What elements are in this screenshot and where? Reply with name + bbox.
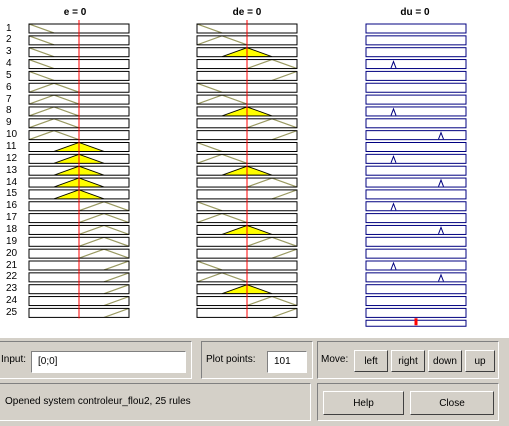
- de-mf-line: [247, 237, 297, 246]
- move-left-button[interactable]: left: [354, 350, 388, 372]
- du-rule-box: [366, 119, 466, 128]
- de-mf-line: [197, 36, 247, 45]
- du-rule-box: [366, 83, 466, 92]
- rule-number: 4: [6, 58, 12, 70]
- du-rule-box: [366, 261, 466, 270]
- du-rule-box: [366, 237, 466, 246]
- control-panel: [0, 338, 509, 426]
- input-field[interactable]: [0;0]: [31, 351, 186, 373]
- rule-number: 8: [6, 105, 12, 117]
- du-output-spike: [391, 109, 396, 116]
- rule-number: 16: [6, 200, 18, 212]
- du-rule-box: [366, 48, 466, 57]
- move-group: [317, 341, 499, 379]
- plot-points-label: Plot points:: [206, 354, 256, 365]
- du-output-spike: [391, 156, 396, 163]
- plot-points-field[interactable]: 101: [267, 351, 307, 373]
- rule-number: 17: [6, 212, 18, 224]
- rule-number: 13: [6, 164, 18, 176]
- rule-number: 14: [6, 176, 18, 188]
- plot-points-group: [201, 341, 313, 379]
- e-mf-line: [29, 95, 79, 104]
- du-rule-box: [366, 225, 466, 234]
- du-rule-box: [366, 154, 466, 163]
- du-output-spike: [439, 180, 444, 187]
- rule-number: 3: [6, 46, 12, 58]
- e-mf-line: [29, 83, 79, 92]
- du-output-spike: [439, 275, 444, 282]
- de-mf-line: [197, 214, 247, 223]
- du-rule-box: [366, 107, 466, 116]
- rule-number: 18: [6, 223, 18, 235]
- rule-number: 7: [6, 93, 12, 105]
- rule-number: 22: [6, 271, 18, 283]
- e-mf-line: [29, 119, 79, 128]
- de-mf-line: [247, 60, 297, 69]
- move-label: Move:: [321, 354, 349, 365]
- e-mf-line: [29, 107, 79, 116]
- move-down-button[interactable]: down: [428, 350, 462, 372]
- rule-number: 6: [6, 81, 12, 93]
- du-output-spike: [439, 227, 444, 234]
- status-group: [0, 383, 311, 421]
- input-group: [0, 341, 192, 379]
- de-mf-line: [247, 297, 297, 306]
- de-mf-line: [197, 95, 247, 104]
- input-label: Input:: [1, 354, 27, 365]
- rule-number: 9: [6, 117, 12, 129]
- du-output-spike: [391, 204, 396, 211]
- du-rule-box: [366, 95, 466, 104]
- rule-number: 5: [6, 69, 12, 81]
- de-mf-line: [197, 154, 247, 163]
- rule-number: 24: [6, 295, 18, 307]
- de-mf-line: [197, 273, 247, 282]
- e-mf-line: [29, 131, 79, 140]
- du-rule-box: [366, 166, 466, 175]
- rule-number: 11: [6, 141, 17, 152]
- du-output-spike: [391, 62, 396, 69]
- move-up-button[interactable]: up: [465, 350, 495, 372]
- du-rule-box: [366, 273, 466, 282]
- rule-number: 20: [6, 247, 18, 259]
- du-rule-box: [366, 71, 466, 80]
- du-rule-box: [366, 178, 466, 187]
- du-rule-box: [366, 24, 466, 33]
- action-group: [317, 383, 499, 421]
- e-mf-line: [79, 225, 129, 234]
- rule-number: 15: [6, 188, 18, 200]
- rule-number: 21: [6, 259, 18, 271]
- rule-number: 12: [6, 152, 18, 164]
- du-rule-box: [366, 60, 466, 69]
- du-rule-box: [366, 36, 466, 45]
- e-column-header: e = 0: [63, 7, 87, 18]
- du-rule-box: [366, 131, 466, 140]
- du-rule-box: [366, 297, 466, 306]
- e-mf-line: [79, 214, 129, 223]
- rule-number: 25: [6, 306, 18, 318]
- du-output-spike: [439, 133, 444, 140]
- de-column-header: de = 0: [232, 7, 262, 18]
- de-mf-line: [247, 178, 297, 187]
- du-rule-box: [366, 285, 466, 294]
- e-mf-line: [79, 249, 129, 258]
- rule-number: 19: [6, 235, 18, 247]
- du-rule-box: [366, 143, 466, 152]
- e-mf-line: [79, 237, 129, 246]
- move-right-button[interactable]: right: [391, 350, 425, 372]
- du-rule-box: [366, 190, 466, 199]
- e-mf-line: [79, 202, 129, 211]
- du-column-header: du = 0: [400, 7, 430, 18]
- rule-number: 23: [6, 283, 18, 295]
- du-rule-box: [366, 308, 466, 317]
- help-button[interactable]: Help: [323, 391, 404, 415]
- close-button[interactable]: Close: [410, 391, 494, 415]
- du-rule-box: [366, 202, 466, 211]
- rule-number: 2: [6, 34, 12, 46]
- rule-number: 1: [6, 22, 12, 34]
- rule-number: 10: [6, 129, 18, 141]
- status-text: Opened system controleur_flou2, 25 rules: [5, 396, 191, 407]
- du-rule-box: [366, 214, 466, 223]
- du-rule-box: [366, 249, 466, 258]
- du-output-spike: [391, 263, 396, 270]
- de-mf-line: [247, 119, 297, 128]
